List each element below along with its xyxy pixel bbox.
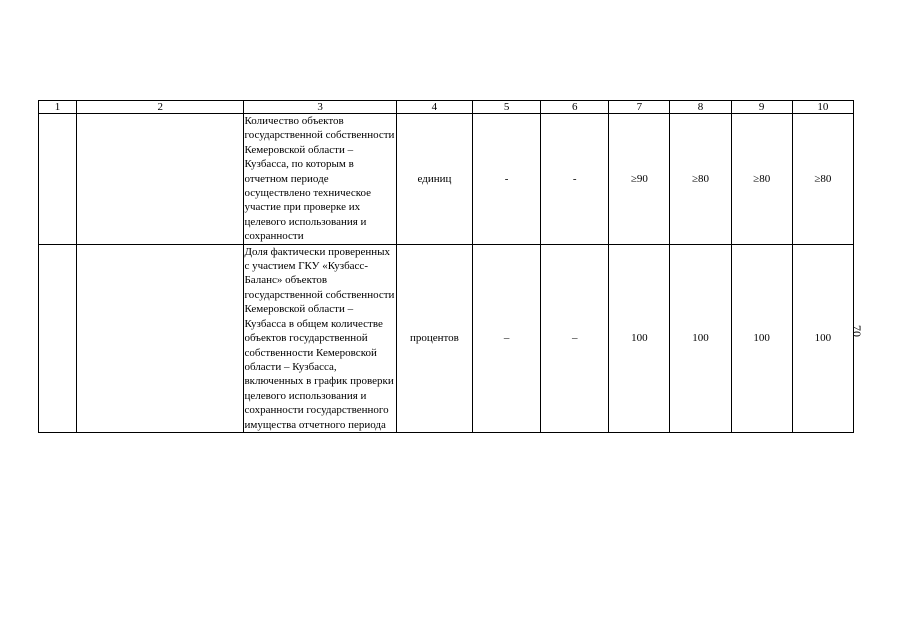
row-1-col-1 (39, 114, 77, 245)
row-1-col-2 (77, 114, 244, 245)
row-2-col-2 (77, 244, 244, 432)
header-col-6: 6 (541, 101, 609, 114)
row-2-col-10: 100 (792, 244, 853, 432)
row-1-col-6: - (541, 114, 609, 245)
header-col-2: 2 (77, 101, 244, 114)
row-1-indicator: Количество объектов государственной собственности Кемеровской области – Кузбасса, по которым в отчетном периоде осуществлено техническое участие при проверке их целевого использования и сохранности (244, 115, 395, 243)
row-1-col-10: ≥80 (792, 114, 853, 245)
row-2-col-8: 100 (670, 244, 731, 432)
row-2-indicator: Доля фактически проверенных с участием ГКУ «Кузбасс-Баланс» объектов государственной собственности Кемеровской области – Кузбасса в общем количестве объектов государственной собственности Кемеровской области – Кузбасса, включенных в график проверки целевого использования и сохранности государственного имущества отчетного периода (244, 245, 395, 431)
table-row (39, 244, 854, 432)
row-1-unit: единиц (396, 114, 472, 245)
table-row (39, 114, 854, 245)
indicators-table (38, 100, 854, 433)
page-number: 70 (850, 325, 864, 337)
row-2-col-5: – (473, 244, 541, 432)
row-1-col-7: ≥90 (609, 114, 670, 245)
header-col-7: 7 (609, 101, 670, 114)
row-2-col-7: 100 (609, 244, 670, 432)
row-1-col-9: ≥80 (731, 114, 792, 245)
row-2-col-1 (39, 244, 77, 432)
row-2-col-9: 100 (731, 244, 792, 432)
row-2-col-6: – (541, 244, 609, 432)
header-col-4: 4 (396, 101, 472, 114)
row-1-col-8: ≥80 (670, 114, 731, 245)
header-row (39, 101, 854, 114)
header-col-1: 1 (39, 101, 77, 114)
header-col-3: 3 (244, 101, 396, 114)
header-col-10: 10 (792, 101, 853, 114)
header-col-5: 5 (473, 101, 541, 114)
header-col-8: 8 (670, 101, 731, 114)
header-col-9: 9 (731, 101, 792, 114)
row-2-unit: процентов (396, 244, 472, 432)
row-1-col-5: - (473, 114, 541, 245)
